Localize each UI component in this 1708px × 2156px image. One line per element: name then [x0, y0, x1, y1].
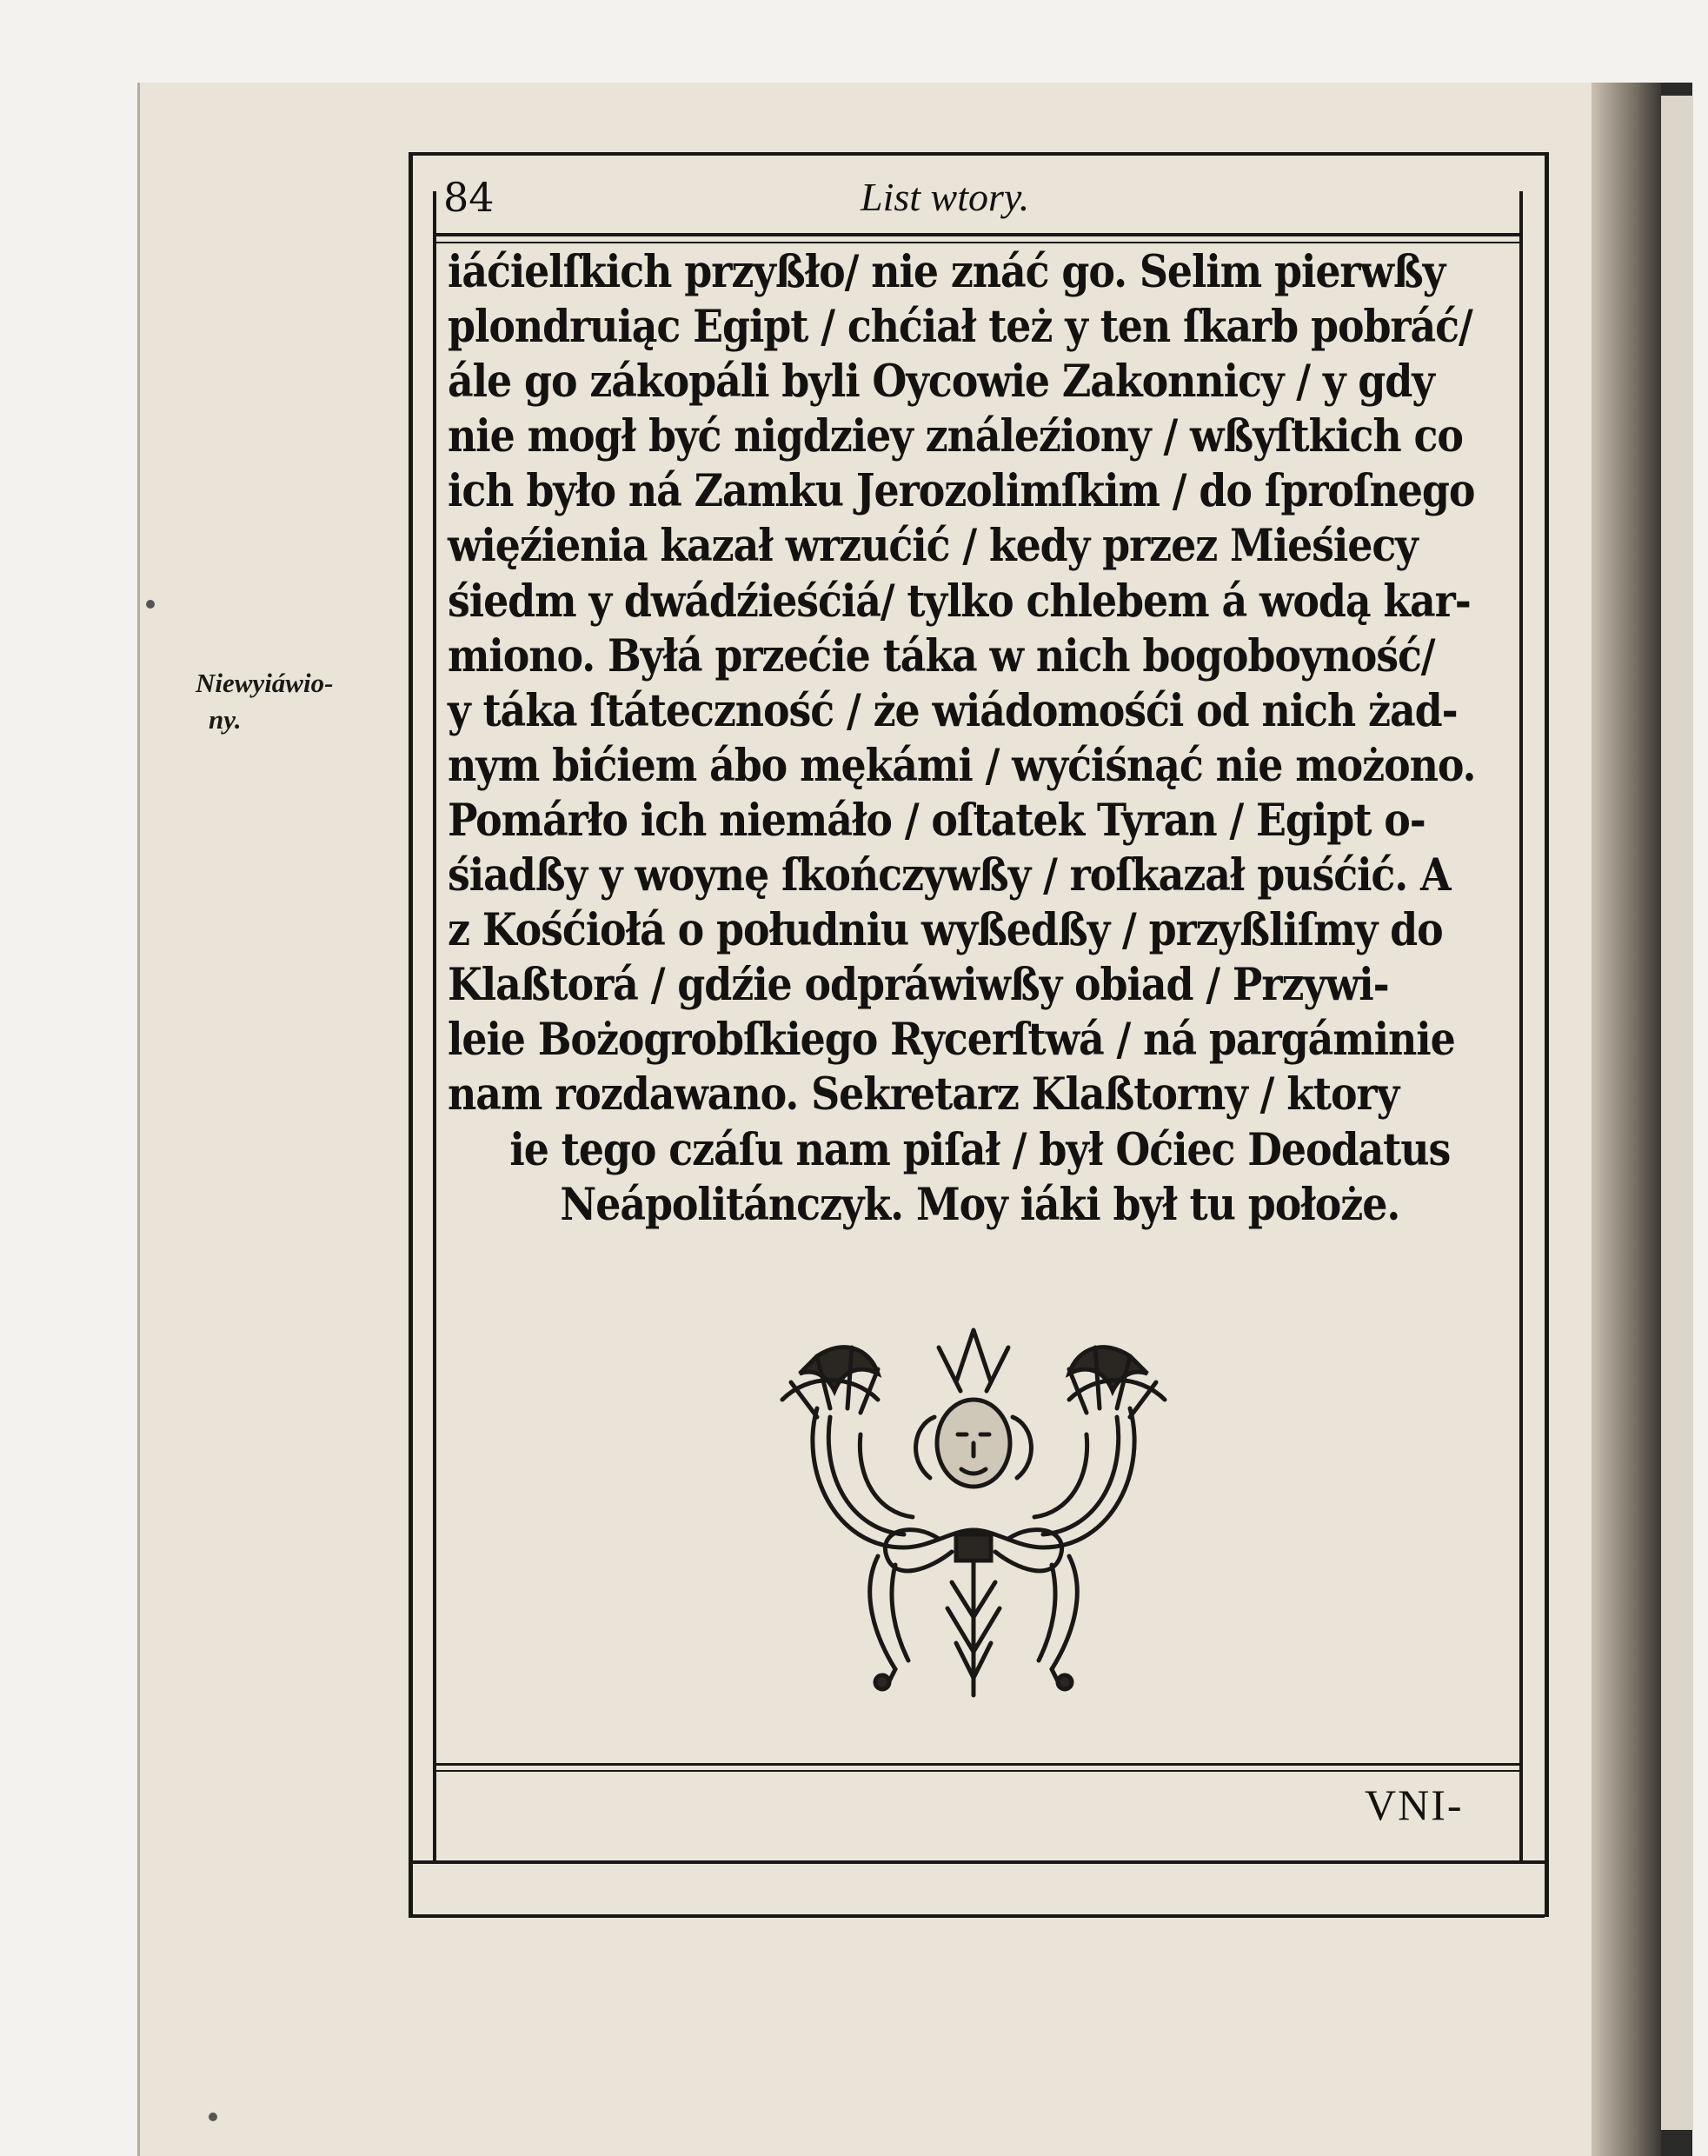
text-line: Neápolitánczyk. Moy iáki był tu położe.	[560, 1178, 1400, 1231]
text-line: plondruiąc Egipt / chćiał też y ten ſkarb pobráć/	[448, 301, 1472, 354]
text-line: nym bićiem ábo mękámi / wyćiśnąć nie możono.	[448, 739, 1476, 792]
text-line: nie mogł być nigdziey ználeźiony / wßyſtkich co	[448, 410, 1463, 463]
margin-speck	[209, 2113, 217, 2121]
page-number: 84	[443, 174, 495, 221]
bottom-rule-2	[409, 1914, 1545, 1918]
catchword: VNI-	[1365, 1780, 1464, 1829]
running-head: List wtory.	[861, 175, 1030, 219]
marginal-note-line: Niewyiáwio-	[196, 668, 334, 698]
text-line: iáćielſkich przyßło/ nie znáć go. Selim pierwßy	[448, 246, 1445, 298]
bottom-rule	[409, 1860, 1545, 1864]
text-line: ále go zákopáli byli Oycowie Zakonnicy / y gdy	[448, 356, 1434, 409]
text-line: ie tego czáſu nam piſał / był Oćiec Deodatus	[509, 1123, 1451, 1176]
margin-speck	[146, 600, 155, 609]
header-rule-top	[409, 152, 1545, 156]
text-line: śiedm y dwádźieśćiá/ tylko chlebem á wodą kar-	[448, 575, 1471, 628]
text-line: więźienia kazał wrzućić / kedy przez Mieśiecy	[448, 520, 1418, 573]
text-line: y táka ſtáteczność / że wiádomośći od nich żad-	[448, 684, 1458, 737]
footer-rule-2	[433, 1770, 1519, 1772]
text-line: nam rozdawano. Sekretarz Klaßtorny / ktory	[448, 1068, 1399, 1121]
text-line: Pomárło ich niemáło / oſtatek Tyran / Egipt o-	[448, 794, 1426, 847]
text-line: śiadßy y woynę ſkończywßy / roſkazał puśćić. A	[448, 849, 1451, 902]
text-line: z Kośćiołá o południu wyßedßy / przyßliſmy do	[448, 904, 1443, 957]
background-right	[1692, 0, 1708, 2156]
text-line: ich było ná Zamku Jerozolimſkim / do ſproſnego	[448, 465, 1475, 518]
text-line: miono. Byłá przećie táka w nich bogoboyność/	[448, 629, 1435, 682]
woodcut-ornament	[765, 1321, 1182, 1704]
marginal-note	[196, 665, 404, 738]
marginal-note-line: ny.	[209, 704, 242, 735]
background-left	[0, 0, 139, 2156]
body-text	[448, 245, 1476, 1233]
footer-rule	[433, 1763, 1519, 1766]
page-header	[435, 174, 1512, 243]
text-line: leie Bożogrobſkiego Rycerſtwá / ná pargáminie	[448, 1014, 1455, 1067]
text-line: Klaßtorá / gdźie odpráwiwßy obiad / Przywi-	[448, 959, 1389, 1012]
background-top	[0, 0, 1708, 83]
